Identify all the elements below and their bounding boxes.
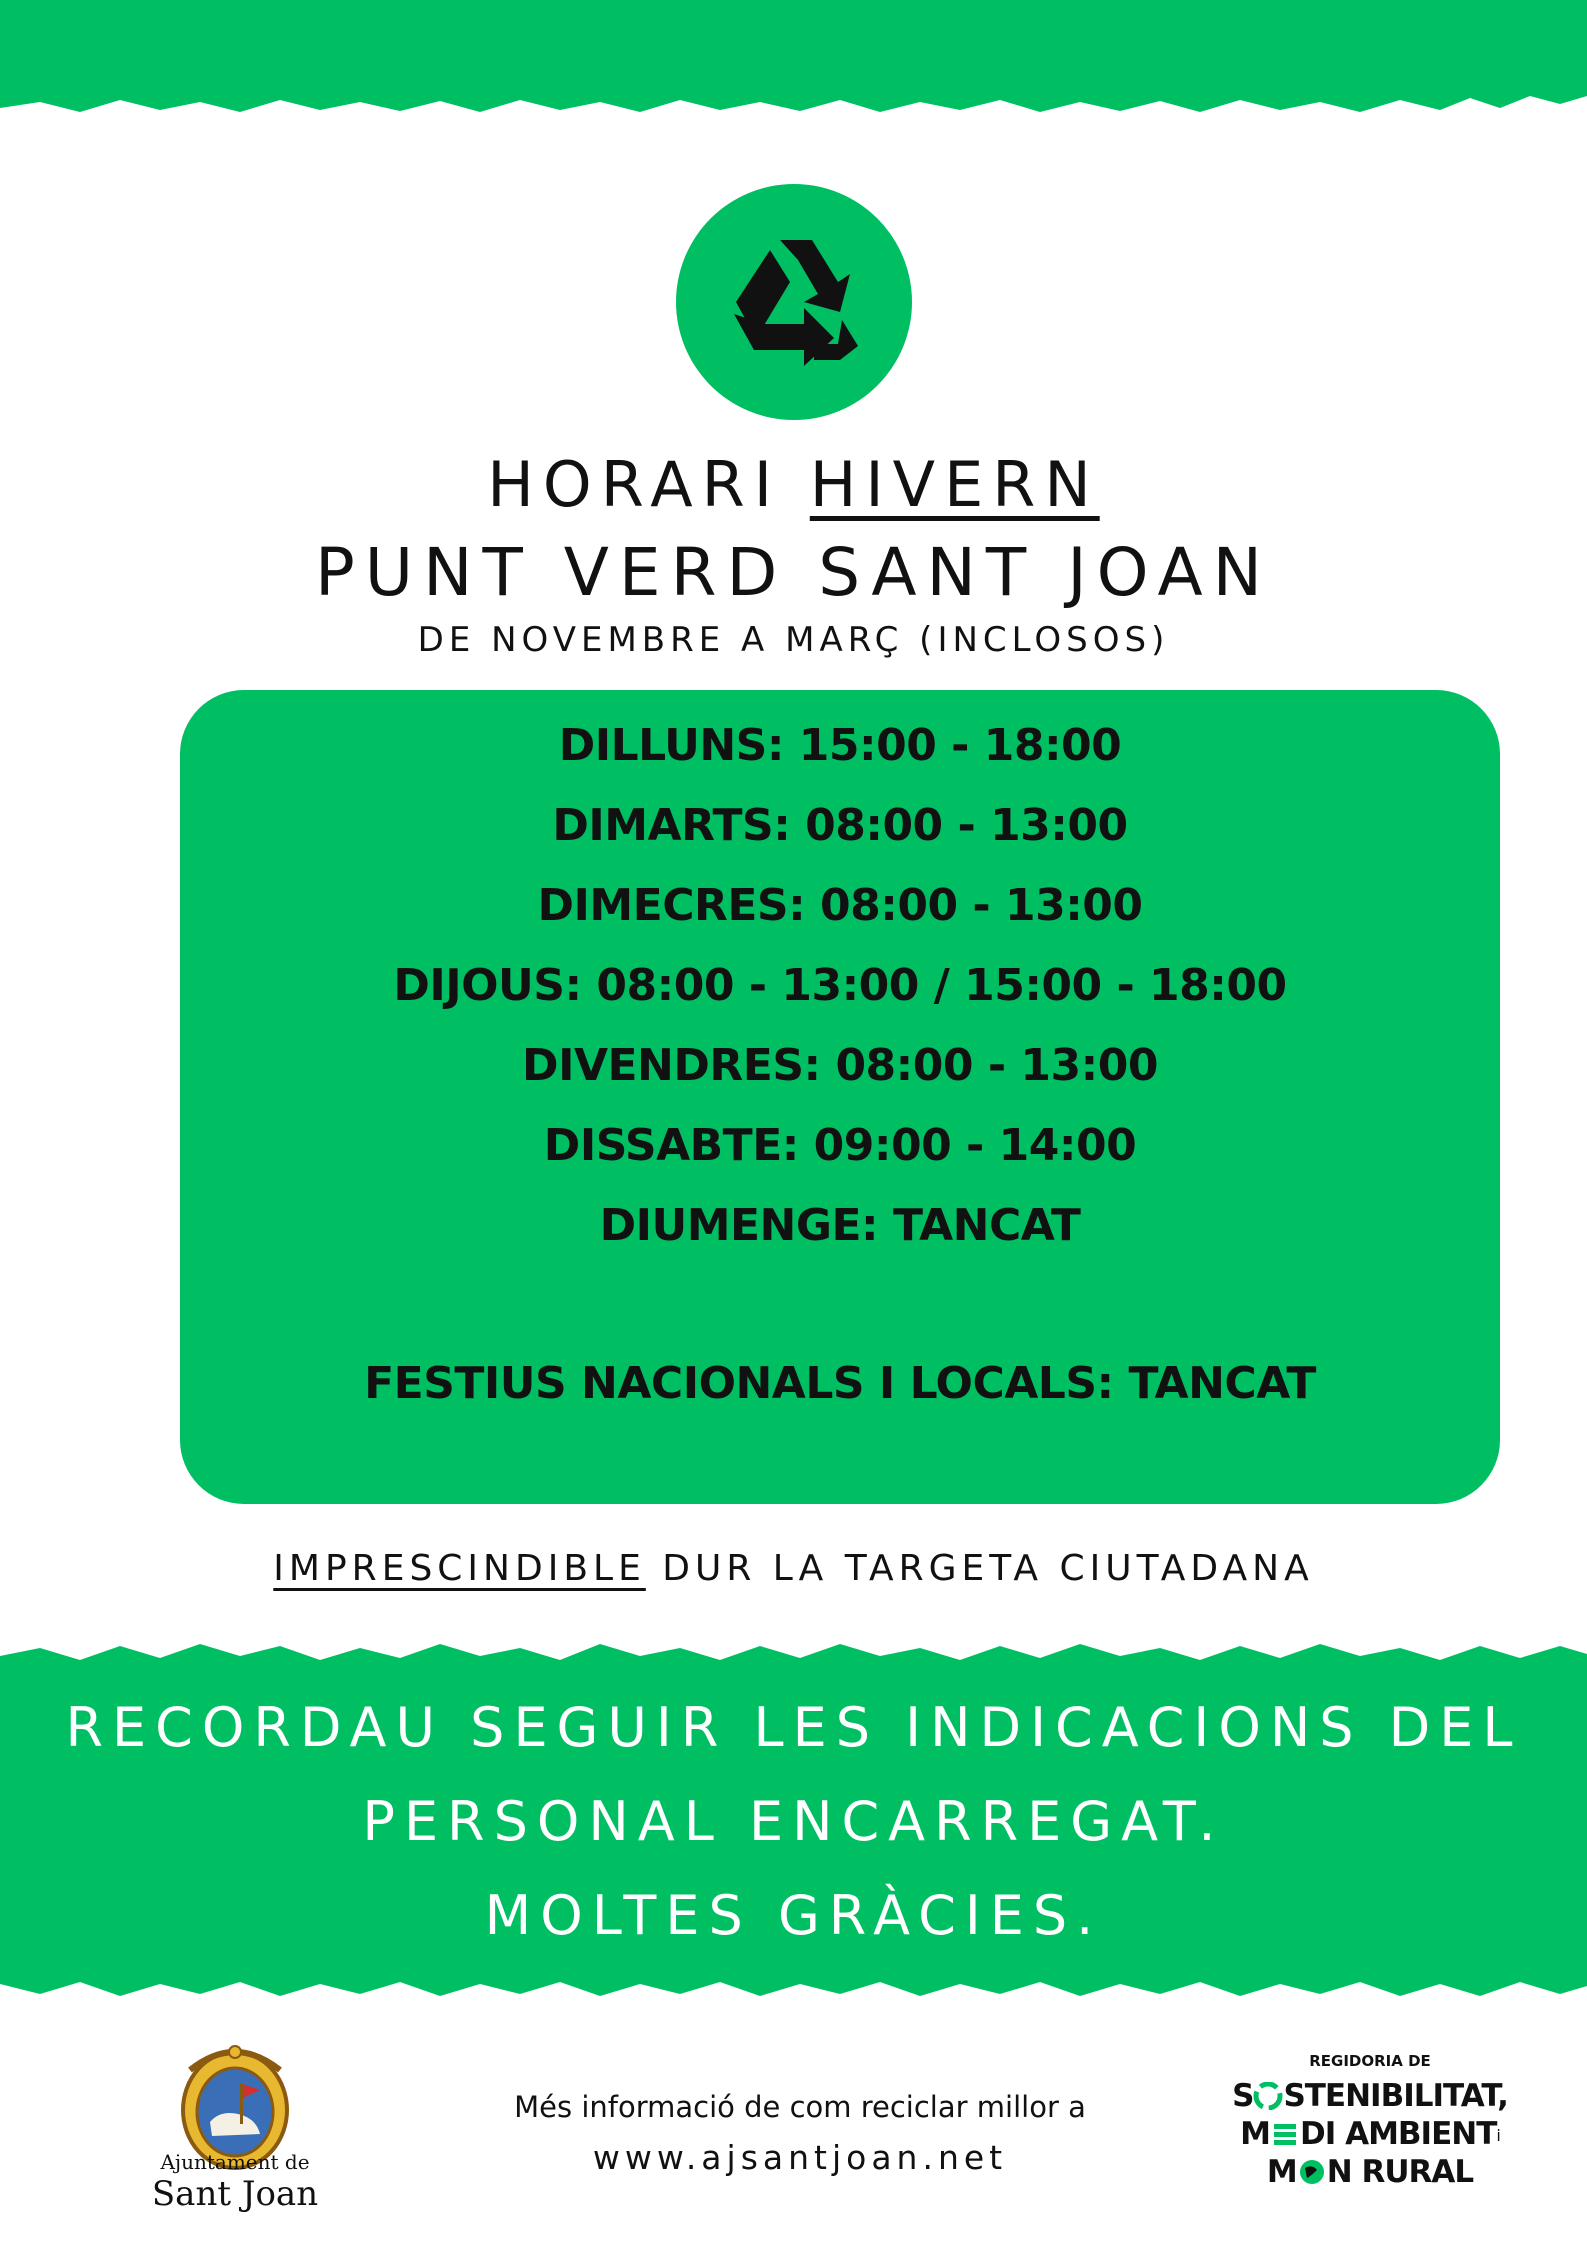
globe-icon (1297, 2158, 1327, 2186)
page-title-line2: PUNT VERD SANT JOAN (315, 534, 1272, 611)
page-title (0, 448, 1587, 521)
leaf-icon (1270, 2120, 1300, 2148)
recycle-icon (1253, 2082, 1283, 2110)
notice-emphasis: IMPRESCINDIBLE (273, 1548, 646, 1589)
title-emphasis: HIVERN (809, 448, 1100, 521)
ajuntament-label: Ajuntament de (160, 2150, 310, 2174)
notice-text: DUR LA TARGETA CIUTADANA (645, 1548, 1314, 1589)
reg-line3-b: N RURAL (1326, 2154, 1474, 2190)
reg-line1-b: STENIBILITAT, (1283, 2078, 1508, 2114)
schedule-row-wednesday: DIMECRES: 08:00 - 13:00 (537, 880, 1143, 931)
page-subtitle: DE NOVEMBRE A MARÇ (INCLOSOS) (417, 620, 1170, 660)
schedule-row-saturday: DISSABTE: 09:00 - 14:00 (543, 1120, 1137, 1171)
reg-line2-c: i (1496, 2126, 1500, 2145)
reg-line2-a: M (1240, 2116, 1271, 2152)
schedule-row-sunday: DIUMENGE: TANCAT (599, 1200, 1081, 1251)
title-prefix: HORARI (487, 448, 810, 521)
id-card-notice (0, 1548, 1587, 1589)
reminder-line-1: RECORDAU SEGUIR LES INDICACIONS DEL (65, 1696, 1522, 1759)
reminder-line-2: PERSONAL ENCARREGAT. (362, 1790, 1225, 1853)
regidoria-line-1 (1190, 2078, 1550, 2114)
recycle-badge (670, 178, 918, 426)
more-info-text: Més informació de com reciclar millor a (514, 2090, 1086, 2124)
top-green-band (0, 0, 1587, 120)
reg-line3-a: M (1266, 2154, 1297, 2190)
website-link[interactable]: www.ajsantjoan.net (592, 2138, 1008, 2177)
regidoria-line-2 (1190, 2116, 1550, 2152)
schedule-row-thursday: DIJOUS: 08:00 - 13:00 / 15:00 - 18:00 (393, 960, 1287, 1011)
schedule-row-friday: DIVENDRES: 08:00 - 13:00 (522, 1040, 1158, 1091)
ajuntament-name: Sant Joan (151, 2174, 319, 2214)
reg-line2-b: DI AMBIENT (1300, 2116, 1497, 2152)
reminder-line-3: MOLTES GRÀCIES. (484, 1884, 1103, 1947)
regidoria-label: REGIDORIA DE (1309, 2052, 1431, 2070)
schedule-card (180, 690, 1500, 1504)
schedule-row-monday: DILLUNS: 15:00 - 18:00 (558, 720, 1122, 771)
schedule-row-tuesday: DIMARTS: 08:00 - 13:00 (552, 800, 1128, 851)
regidoria-line-3 (1190, 2154, 1550, 2190)
reg-line1-a: S (1232, 2078, 1254, 2114)
schedule-row-holidays: FESTIUS NACIONALS I LOCALS: TANCAT (364, 1358, 1316, 1409)
